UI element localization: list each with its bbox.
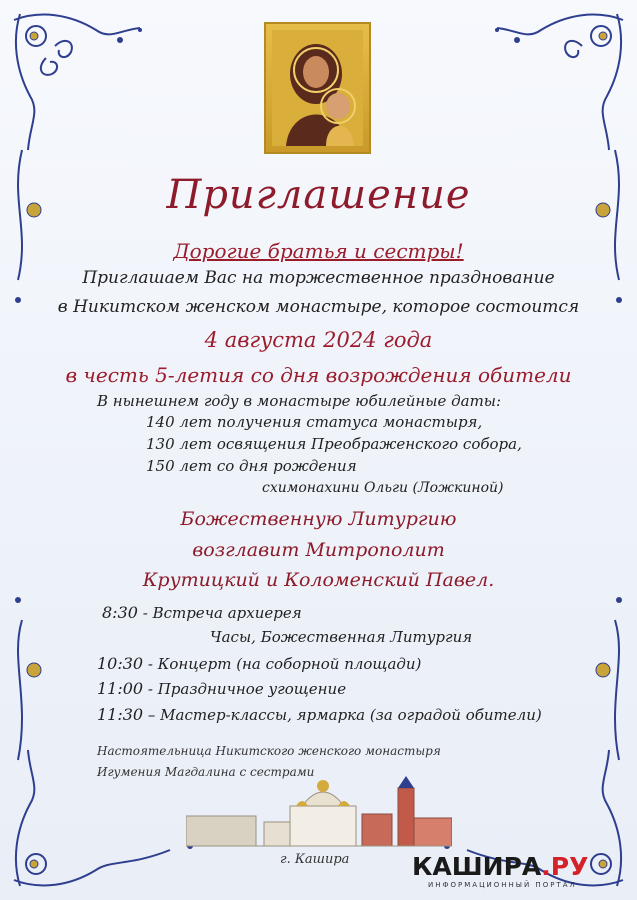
schedule-event: Мастер-классы, ярмарка (за оградой обители) — [160, 706, 542, 724]
liturgy-line-3: Крутицкий и Коломенский Павел. — [142, 569, 495, 591]
schedule-item: 10:30 - Концерт (на соборной площади) — [97, 654, 422, 673]
schedule-item: 11:00 - Праздничное угощение — [97, 679, 347, 698]
schedule-time: 8:30 — [102, 603, 138, 622]
schedule-event: Праздничное угощение — [157, 680, 347, 698]
schedule-item: 8:30 - Встреча архиерея — [102, 603, 302, 622]
watermark-main: КАШИРА — [412, 852, 542, 881]
jubilee-item: 140 лет получения статуса монастыря, — [146, 413, 483, 431]
town-caption: г. Кашира — [280, 852, 350, 867]
schedule-time: 10:30 — [97, 654, 144, 673]
schedule-time: 11:30 — [97, 705, 144, 724]
jubilee-intro: В нынешнем году в монастыре юбилейные даты: — [97, 392, 502, 410]
watermark-logo — [412, 852, 589, 889]
liturgy-line-1: Божественную Литургию — [180, 508, 457, 530]
watermark-sub: ИНФОРМАЦИОННЫЙ ПОРТАЛ — [428, 881, 577, 889]
schedule-item — [210, 628, 472, 646]
signature-line-2: Игумения Магдалина с сестрами — [97, 765, 315, 779]
jubilee-item: 150 лет со дня рождения — [146, 457, 357, 475]
icon-image — [264, 22, 371, 154]
schedule-event: Часы, Божественная Литургия — [210, 628, 473, 646]
signature-line-1: Настоятельница Никитского женского монастыря — [97, 744, 441, 758]
liturgy-line-2: возглавит Митрополит — [192, 539, 445, 561]
invite-line-1: Приглашаем Вас на торжественное празднование — [82, 268, 555, 288]
invitation-title: Приглашение — [166, 172, 471, 218]
jubilee-continuation: схимонахини Ольги (Ложкиной) — [262, 480, 504, 496]
schedule-item: 11:30 – Мастер-классы, ярмарка (за оградой обители) — [97, 705, 542, 724]
invite-line-2: в Никитском женском монастыре, которое состоится — [57, 297, 580, 317]
watermark-accent: .РУ — [541, 852, 589, 881]
event-date: 4 августа 2024 года — [204, 328, 433, 352]
schedule-time: 11:00 — [97, 679, 144, 698]
event-honor: в честь 5-летия со дня возрождения обители — [65, 363, 572, 387]
schedule-event: Встреча архиерея — [152, 604, 302, 622]
jubilee-item: 130 лет освящения Преображенского собора, — [146, 435, 522, 453]
monastery-illustration — [186, 776, 452, 850]
schedule-event: Концерт (на соборной площади) — [157, 655, 422, 673]
greeting: Дорогие братья и сестры! — [173, 239, 464, 263]
